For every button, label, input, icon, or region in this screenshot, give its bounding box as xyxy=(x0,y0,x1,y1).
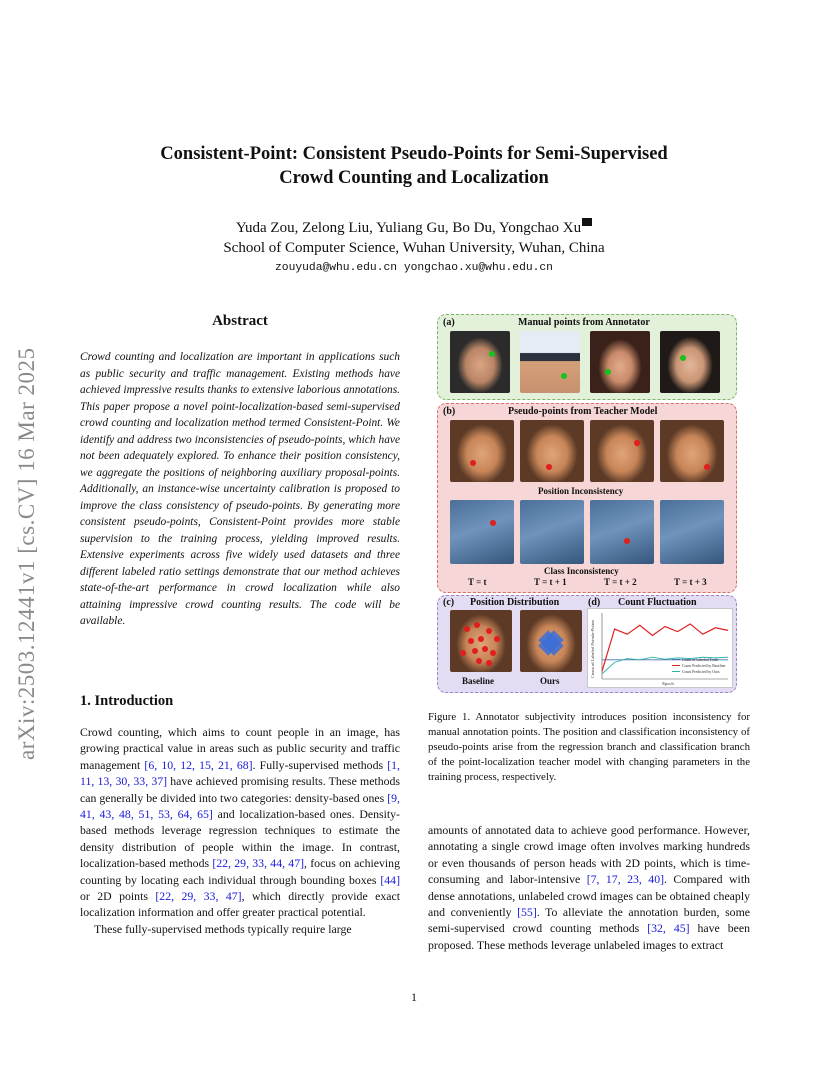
red-point xyxy=(478,636,484,642)
position-inconsistency-label: Position Inconsistency xyxy=(538,486,624,496)
class-image-t0 xyxy=(450,500,514,564)
legend-label: Count Predicted by Ours xyxy=(682,670,720,674)
annotator-face-3 xyxy=(590,331,650,393)
time-label: T = t + 2 xyxy=(604,577,637,587)
panel-d-label: (d) xyxy=(588,597,601,608)
text-run: and localization-based ones. Density-based methods leverage regression techniques to estimate the density distribution of people within the image. In contrast, localization-based methods xyxy=(80,807,400,871)
red-point xyxy=(490,650,496,656)
citation-link[interactable]: [55] xyxy=(517,905,537,920)
red-point xyxy=(460,650,466,656)
figure-1 xyxy=(437,314,739,696)
panel-c-title: Position Distribution xyxy=(470,597,560,608)
panel-b-label: (b) xyxy=(443,406,456,417)
teacher-face-t2 xyxy=(590,420,654,482)
green-point xyxy=(561,373,567,379)
class-image-t1 xyxy=(520,500,584,564)
chart-ylabel: Count of Labeled Pseudo-Points xyxy=(590,619,595,679)
red-point xyxy=(474,622,480,628)
citation-link[interactable]: [32, 45] xyxy=(647,921,690,936)
red-point xyxy=(468,638,474,644)
text-run: or 2D points xyxy=(80,889,156,904)
legend-label: Count Predicted by Baseline xyxy=(682,664,726,668)
teacher-face-t3 xyxy=(660,420,724,482)
intro-right-column xyxy=(428,822,750,953)
red-point xyxy=(634,440,640,446)
figure-caption: Figure 1. Annotator subjectivity introduces position inconsistency for manual annotation points. The position and classification inconsistency of pseudo-points arise from the regression branch and classification branch of the point-localization teacher model with changing parameters in the training process, respectively. xyxy=(428,711,750,783)
red-point xyxy=(476,658,482,664)
ours-label: Ours xyxy=(540,676,560,686)
green-point xyxy=(605,369,611,375)
citation-link[interactable]: [44] xyxy=(380,872,400,887)
authors-line xyxy=(120,218,708,238)
intro-paragraph-3 xyxy=(428,822,750,953)
citation-link[interactable]: [1, 11, 13, 30, 33, 37] xyxy=(80,757,400,789)
affiliation: School of Computer Science, Wuhan University, Wuhan, China xyxy=(223,240,605,256)
red-point xyxy=(490,520,496,526)
page-number: 1 xyxy=(411,990,417,1004)
panel-c-label: (c) xyxy=(443,597,455,608)
envelope-icon xyxy=(582,218,592,226)
intro-paragraph-2: These fully-supervised methods typically require large xyxy=(94,921,352,936)
red-point xyxy=(494,636,500,642)
author-block xyxy=(120,218,708,258)
baseline-face xyxy=(450,610,512,672)
text-run: have been proposed. These methods leverage unlabeled images to extract xyxy=(428,921,750,952)
text-run: , focus on achieving counting by locating each individual through bounding boxes xyxy=(80,856,400,887)
class-inconsistency-label: Class Inconsistency xyxy=(544,566,619,576)
red-point xyxy=(470,460,476,466)
time-label: T = t xyxy=(468,577,487,587)
text-run: have achieved promising results. These methods can generally be divided into two categories: density-based ones xyxy=(80,774,400,805)
abstract-heading: Abstract xyxy=(212,313,268,329)
panel-a-title: Manual points from Annotator xyxy=(518,317,650,328)
intro-paragraph-1 xyxy=(80,724,400,921)
green-point xyxy=(489,351,495,357)
annotator-face-2 xyxy=(520,331,580,393)
chart-legend xyxy=(672,658,726,674)
text-run: , which directly provide exact localization information and offer greater practical potential. xyxy=(80,889,401,920)
red-point xyxy=(486,660,492,666)
red-point xyxy=(482,646,488,652)
time-label: T = t + 1 xyxy=(534,577,567,587)
text-run: . Fully-supervised methods xyxy=(252,757,388,772)
arxiv-stamp: arXiv:2503.12441v1 [cs.CV] 16 Mar 2025 xyxy=(14,347,39,760)
panel-a xyxy=(437,314,737,400)
red-point xyxy=(486,628,492,634)
authors: Yuda Zou, Zelong Liu, Yuliang Gu, Bo Du, Yongchao Xu xyxy=(235,220,582,236)
annotator-face-4 xyxy=(660,331,720,393)
panel-b xyxy=(437,403,737,593)
title-line-1: Consistent-Point: Consistent Pseudo-Points for Semi-Supervised xyxy=(160,144,668,164)
ours-face xyxy=(520,610,582,672)
citation-link[interactable]: [22, 29, 33, 47] xyxy=(155,889,242,904)
title-line-2: Crowd Counting and Localization xyxy=(279,168,549,188)
panel-d-title: Count Fluctuation xyxy=(618,597,697,608)
teacher-face-t1 xyxy=(520,420,584,482)
blue-cluster-mark xyxy=(538,630,563,655)
red-point xyxy=(546,464,552,470)
text-run: Crowd counting, which aims to count people in an image, has growing practical value in areas such as public security and traffic management xyxy=(80,725,400,772)
paper-title xyxy=(120,142,708,190)
text-run: . To alleviate the annotation burden, some semi-supervised crowd counting methods xyxy=(428,905,750,936)
panel-a-label: (a) xyxy=(443,317,455,328)
count-fluctuation-chart xyxy=(587,608,733,688)
legend-label: Count of Labeled Truth xyxy=(682,658,718,662)
citation-link[interactable]: [6, 10, 12, 15, 21, 68] xyxy=(144,757,253,772)
baseline-label: Baseline xyxy=(462,676,495,686)
red-point xyxy=(472,648,478,654)
text-run: . Compared with dense annotations, unlabeled crowd images can be obtained cheaply and conveniently xyxy=(428,872,750,920)
red-point xyxy=(624,538,630,544)
time-label: T = t + 3 xyxy=(674,577,707,587)
class-image-t3 xyxy=(660,500,724,564)
text-run: amounts of annotated data to achieve good performance. However, annotating a single crowd image often involves marking hundreds or even thousands of person heads with 2D points, which is time-consuming and labor-intensive xyxy=(428,823,750,887)
emails: zouyuda@whu.edu.cn yongchao.xu@whu.edu.cn xyxy=(275,262,553,274)
citation-link[interactable]: [22, 29, 33, 44, 47] xyxy=(212,856,305,871)
abstract-body: Crowd counting and localization are important in applications such as public security and traffic management. Existing methods have achieved impressive results thanks to extensive laborious annotations. This paper propose a novel point-localization-based semi-supervised crowd counting and localization method termed Consistent-Point. We identify and address two inconsistencies of pseudo-points, which have not been adequately explored. To enhance their position consistency, we aggregate the positions of neighboring auxiliary proposal-points. Additionally, an instance-wise uncertainty calibration is proposed to improve the class consistency of pseudo-points. By generating more consistent pseudo-points, Consistent-Point provides more stable supervision to the training process, yielding improved results. Extensive experiments across five widely used datasets and three different labeled ratio settings demonstrate that our method achieves state-of-the-art performance in crowd localization while also attaining impressive crowd counting results. The code will be available. xyxy=(80,351,400,627)
citation-link[interactable]: [7, 17, 23, 40] xyxy=(586,872,665,887)
red-point xyxy=(464,626,470,632)
intro-left-column xyxy=(80,724,400,937)
citation-link[interactable]: [9, 41, 43, 48, 51, 53, 64, 65] xyxy=(80,790,400,822)
red-point xyxy=(704,464,710,470)
class-image-t2 xyxy=(590,500,654,564)
annotator-face-1 xyxy=(450,331,510,393)
green-point xyxy=(680,355,686,361)
chart-xlabel: Epoch xyxy=(662,681,674,686)
teacher-face-t0 xyxy=(450,420,514,482)
section-heading: 1. Introduction xyxy=(80,693,174,709)
panel-b-title: Pseudo-points from Teacher Model xyxy=(508,406,658,417)
